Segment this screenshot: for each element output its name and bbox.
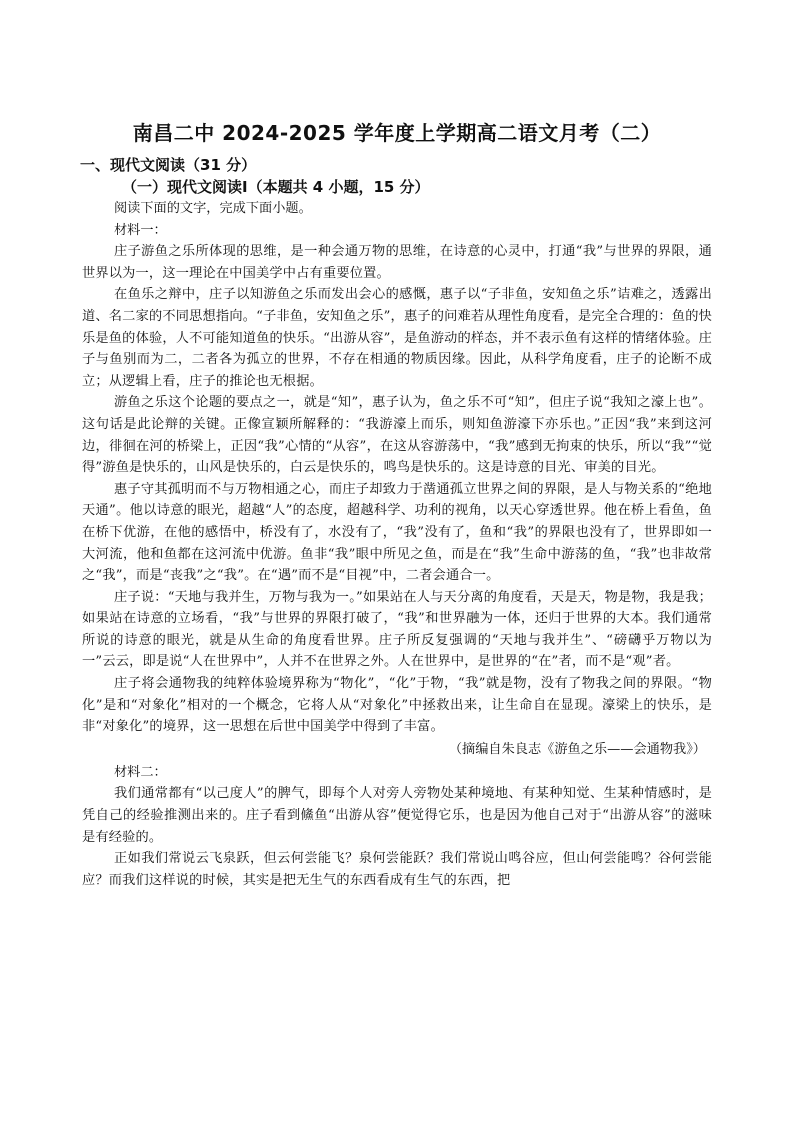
- material1-citation: （摘编自朱良志《游鱼之乐——会通物我》）: [448, 741, 706, 757]
- exam-title: 南昌二中 2024-2025 学年度上学期高二语文月考（二）: [132, 121, 662, 145]
- material1-paragraph-5: 庄子说：“天地与我并生，万物与我为一。”如果站在人与天分离的角度看，天是天，物是物，我是我；如果站在诗意的立场看，“我”与世界的界限打破了，“我”和世界融为一体，还归于世界的大本。我们通常所说的诗意的眼光，就是从生命的角度看世界。庄子所反复强调的“天地与我并生”、“磅礴乎万物以为一”云云，即是说“人在世界中”，人并不在世界之外。人在世界中，是世界的“在”者，而不是“观”者。: [82, 589, 712, 670]
- material1-paragraph-3: 游鱼之乐这个论题的要点之一，就是“知”，惠子认为，鱼之乐不可“知”，但庄子说“我知之濠上也”。这句话是此论辩的关键。正像宣颖所解释的：“我游濠上而乐，则知鱼游濠下亦乐也。”正因“我”来到这河边，徘徊在河的桥梁上，正因“我”心情的“从容”，在这从容游荡中，“我”感到无拘束的快乐，所以“我”“觉得”游鱼是快乐的，山风是快乐的，白云是快乐的，鸣鸟是快乐的。这是诗意的目光、审美的目光。: [82, 395, 712, 476]
- material1-paragraph-1: 庄子游鱼之乐所体现的思维，是一种会通万物的思维，在诗意的心灵中，打通“我”与世界的界限，通世界以为一，这一理论在中国美学中占有重要位置。: [82, 244, 712, 281]
- material1-label: 材料一：: [114, 222, 167, 238]
- material2-label: 材料二：: [114, 764, 167, 780]
- instruction-text: 阅读下面的文字，完成下面小题。: [114, 201, 312, 216]
- section-heading: 一、现代文阅读（31 分）: [80, 156, 257, 174]
- material1-paragraph-2: 在鱼乐之辩中，庄子以知游鱼之乐而发出会心的感慨，惠子以“子非鱼，安知鱼之乐”诘难之，透露出道、名二家的不同思想指向。“子非鱼，安知鱼之乐”，惠子的问难若从理性角度看，是完全合理的：鱼的快乐是鱼的体验，人不可能知道鱼的快乐。“出游从容”，是鱼游动的样态，并不表示鱼有这样的情绪体验。庄子与鱼别而为二，二者各为孤立的世界，不存在相通的物质因缘。因此，从科学角度看，庄子的论断不成立；从逻辑上看，庄子的推论也无根据。: [82, 287, 712, 389]
- material1-paragraph-4: 惠子守其孤明而不与万物相通之心，而庄子却致力于凿通孤立世界之间的界限，是人与物关系的“绝地天通”。他以诗意的眼光，超越“人”的态度，超越科学、功利的视角，以天心穿透世界。他在桥上看鱼，鱼在桥下优游，在他的感悟中，桥没有了，水没有了，“我”没有了，鱼和“我”的界限也没有了，世界即如一大河流，他和鱼都在这河流中优游。鱼非“我”眼中所见之鱼，而是在“我”生命中游荡的鱼，“我”也非故常之“我”，而是“丧我”之“我”。在“遇”而不是“目视”中，二者会通合一。: [82, 481, 712, 584]
- material2-paragraph-1: 我们通常都有“以己度人”的脾气，即每个人对旁人旁物处某种境地、有某种知觉、生某种情感时，是凭自己的经验推测出来的。庄子看到鯈鱼“出游从容”便觉得它乐，也是因为他自己对于“出游从容”的滋味是有经验的。: [82, 786, 712, 845]
- material1-paragraph-6: 庄子将会通物我的纯粹体验境界称为“物化”，“化”于物，“我”就是物，没有了物我之间的界限。“物化”是和“对象化”相对的一个概念，它将人从“对象化”中拯救出来，让生命自在显现。濠梁上的快乐，是非“对象化”的境界，这一思想在后世中国美学中得到了丰富。: [82, 676, 712, 735]
- subsection-heading: （一）现代文阅读Ⅰ（本题共 4 小题，15 分）: [122, 178, 430, 196]
- material2-paragraph-2: 正如我们常说云飞泉跃，但云何尝能飞？泉何尝能跃？我们常说山鸣谷应，但山何尝能鸣？谷何尝能应？而我们这样说的时候，其实是把无生气的东西看成有生气的东西，把: [82, 851, 712, 888]
